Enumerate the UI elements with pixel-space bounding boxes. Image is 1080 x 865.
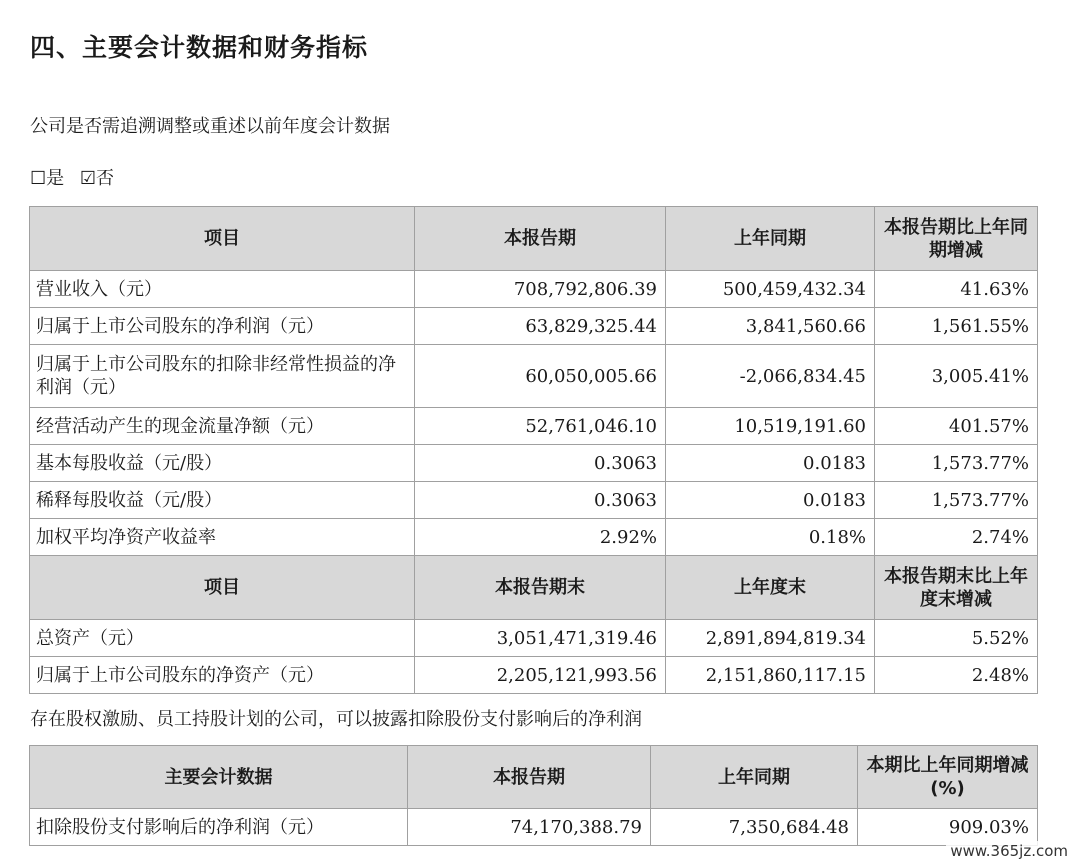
table-row: [30, 308, 1038, 345]
change-value: 2.74%: [875, 519, 1038, 556]
row-label: 基本每股收益（元/股）: [30, 445, 415, 482]
prior-value: 2,891,894,819.34: [666, 620, 875, 657]
current-value: 0.3063: [415, 445, 666, 482]
current-value: 2,205,121,993.56: [415, 657, 666, 694]
col-header-key-data: 主要会计数据: [30, 746, 408, 809]
change-value: 5.52%: [875, 620, 1038, 657]
table-row: [30, 445, 1038, 482]
change-value: 41.63%: [875, 271, 1038, 308]
change-value: 1,573.77%: [875, 482, 1038, 519]
prior-value: -2,066,834.45: [666, 345, 875, 408]
share-payment-note: 存在股权激励、员工持股计划的公司，可以披露扣除股份支付影响后的净利润: [30, 709, 642, 730]
site-watermark: www.365jz.com: [946, 841, 1072, 861]
no-label: 否: [96, 168, 115, 189]
current-value: 74,170,388.79: [408, 809, 651, 846]
row-label: 总资产（元）: [30, 620, 415, 657]
row-label: 归属于上市公司股东的扣除非经常性损益的净利润（元）: [30, 345, 415, 408]
restate-question: 公司是否需追溯调整或重述以前年度会计数据: [30, 116, 390, 137]
change-value: 2.48%: [875, 657, 1038, 694]
table-header-row: [30, 207, 1038, 271]
table-row: [30, 657, 1038, 694]
col-header-current-period: 本报告期: [415, 207, 666, 271]
current-value: 60,050,005.66: [415, 345, 666, 408]
prior-value: 500,459,432.34: [666, 271, 875, 308]
row-label: 扣除股份支付影响后的净利润（元）: [30, 809, 408, 846]
change-value: 3,005.41%: [875, 345, 1038, 408]
col-header-change-percent: 本期比上年同期增减(%): [858, 746, 1038, 809]
row-label: 经营活动产生的现金流量净额（元）: [30, 408, 415, 445]
row-label: 营业收入（元）: [30, 271, 415, 308]
prior-value: 3,841,560.66: [666, 308, 875, 345]
table-row: [30, 271, 1038, 308]
col-header-prior-period: 上年同期: [651, 746, 858, 809]
change-value: 1,561.55%: [875, 308, 1038, 345]
col-header-item: 项目: [30, 207, 415, 271]
section-title: 四、主要会计数据和财务指标: [30, 33, 369, 62]
change-value: 401.57%: [875, 408, 1038, 445]
col-header-prior-period: 上年同期: [666, 207, 875, 271]
yes-label: 是: [46, 168, 65, 189]
current-value: 708,792,806.39: [415, 271, 666, 308]
current-value: 2.92%: [415, 519, 666, 556]
table-header-row: [30, 746, 1038, 809]
row-label: 归属于上市公司股东的净资产（元）: [30, 657, 415, 694]
current-value: 3,051,471,319.46: [415, 620, 666, 657]
restate-options: [30, 167, 124, 191]
share-payment-table: [29, 745, 1038, 846]
col-header-period-end: 本报告期末: [415, 556, 666, 620]
prior-value: 2,151,860,117.15: [666, 657, 875, 694]
table-row: [30, 345, 1038, 408]
financial-data-table: [29, 206, 1038, 694]
row-label: 加权平均净资产收益率: [30, 519, 415, 556]
prior-value: 10,519,191.60: [666, 408, 875, 445]
table-row: [30, 482, 1038, 519]
table-row: [30, 809, 1038, 846]
prior-value: 0.0183: [666, 445, 875, 482]
col-header-change: 本报告期比上年同期增减: [875, 207, 1038, 271]
prior-value: 7,350,684.48: [651, 809, 858, 846]
no-checkbox[interactable]: ☑: [79, 168, 97, 189]
current-value: 52,761,046.10: [415, 408, 666, 445]
prior-value: 0.18%: [666, 519, 875, 556]
col-header-current-period: 本报告期: [408, 746, 651, 809]
table-subheader-row: [30, 556, 1038, 620]
yes-checkbox[interactable]: ☐: [30, 168, 47, 189]
current-value: 63,829,325.44: [415, 308, 666, 345]
row-label: 归属于上市公司股东的净利润（元）: [30, 308, 415, 345]
change-value: 1,573.77%: [875, 445, 1038, 482]
current-value: 0.3063: [415, 482, 666, 519]
col-header-prior-year-end: 上年度末: [666, 556, 875, 620]
table-row: [30, 519, 1038, 556]
row-label: 稀释每股收益（元/股）: [30, 482, 415, 519]
change-value: 909.03%: [858, 809, 1038, 846]
table-row: [30, 408, 1038, 445]
col-header-change: 本报告期末比上年度末增减: [875, 556, 1038, 620]
col-header-item: 项目: [30, 556, 415, 620]
table-row: [30, 620, 1038, 657]
prior-value: 0.0183: [666, 482, 875, 519]
